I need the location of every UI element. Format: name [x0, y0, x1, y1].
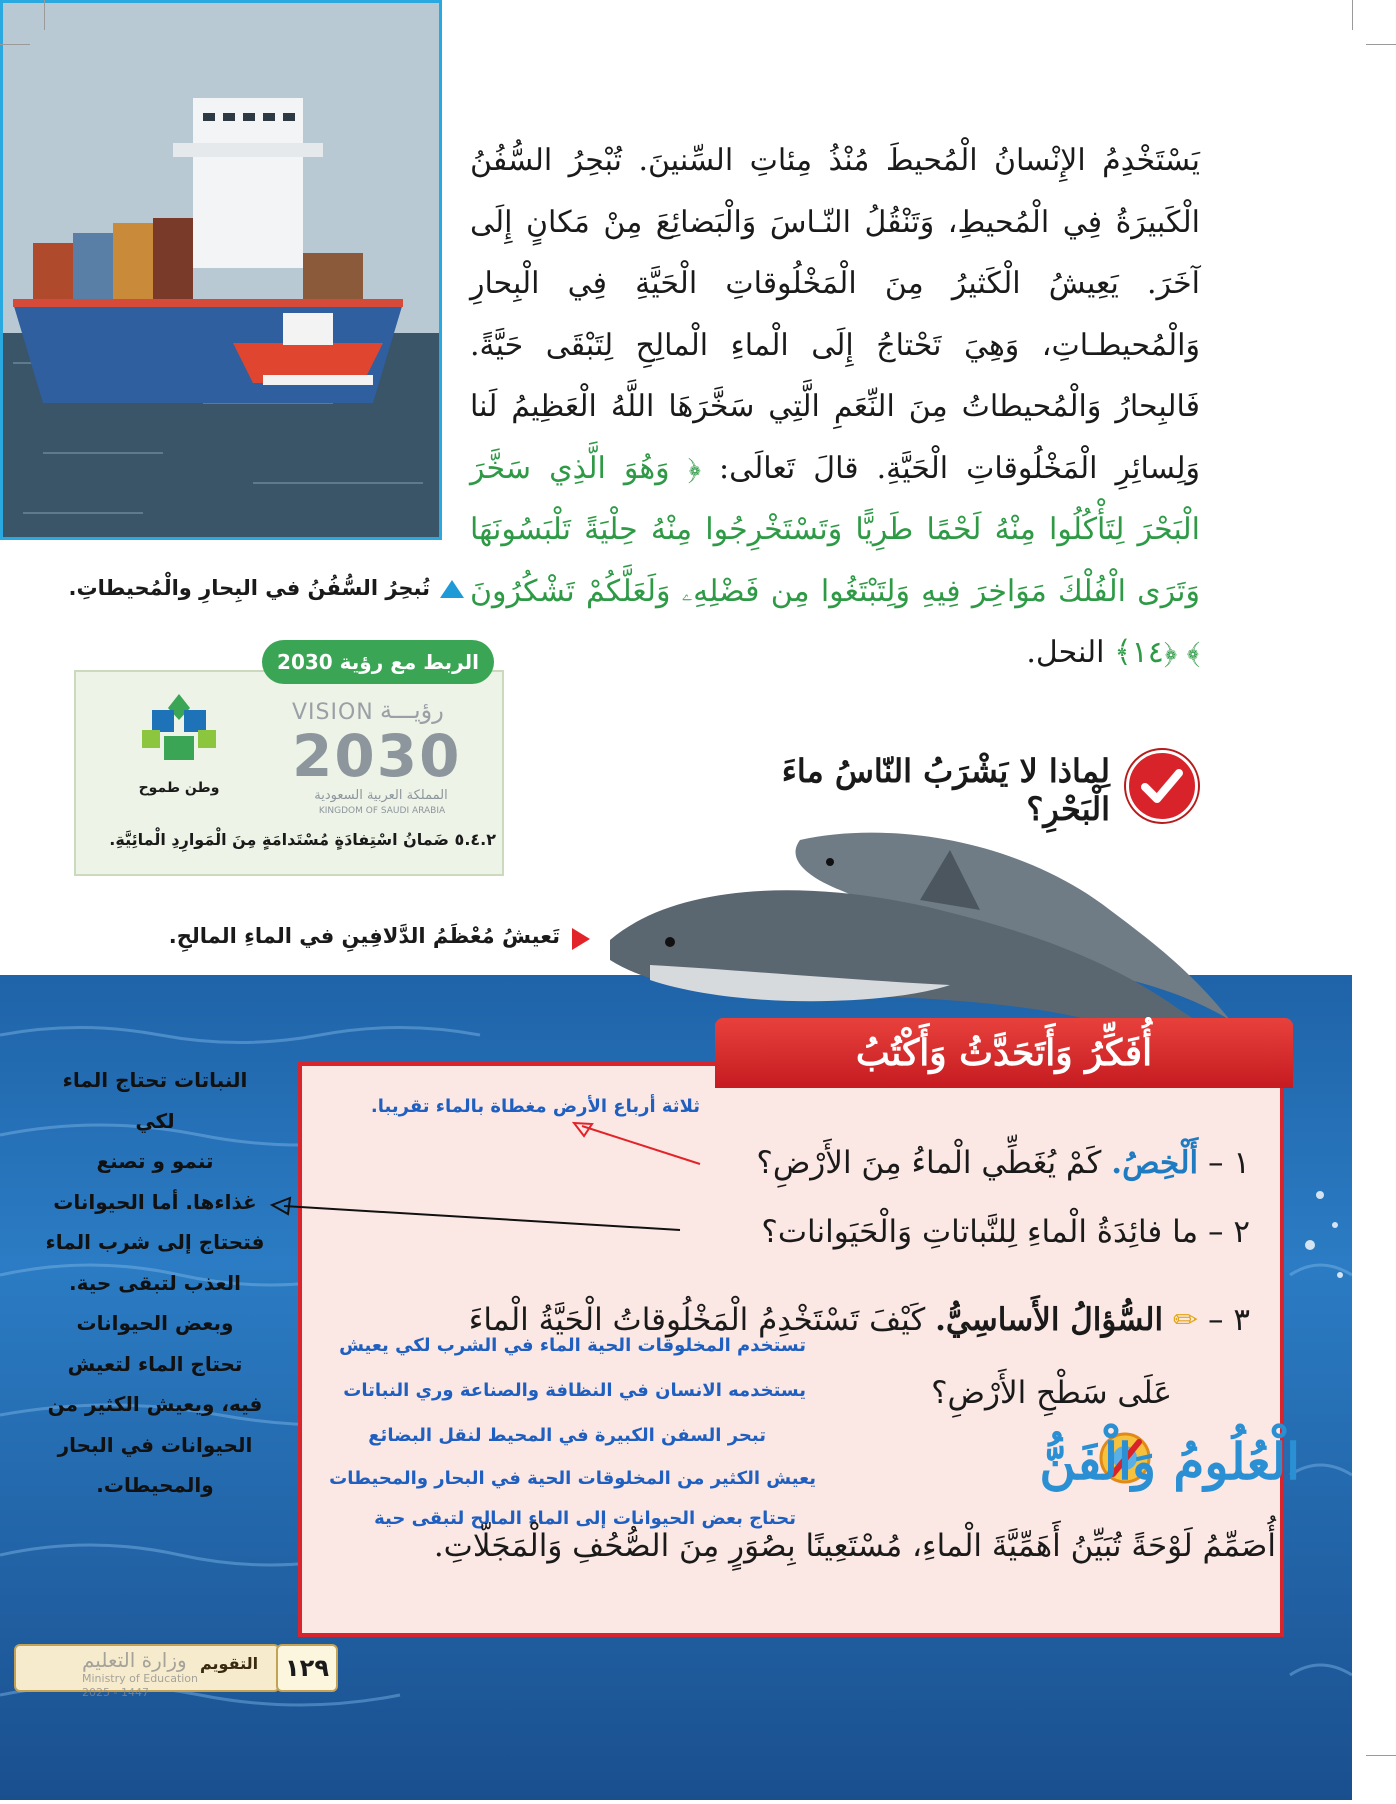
note-line: فيه، ويعيش الكثير من — [47, 1392, 263, 1416]
question-1-text: كَمْ يُغَطِّي الْماءُ مِنَ الأَرْضِ؟ — [756, 1145, 1102, 1181]
panel-title: أُفَكِّرُ وَأَتَحَدَّثُ وَأَكْتُبُ — [715, 1018, 1293, 1088]
verse-open-mark: ﴿ — [687, 450, 701, 486]
answer-q3-line: تستخدم المخلوقات الحية الماء في الشرب لكي يعيش — [339, 1335, 806, 1356]
vision-goal: ٥.٤.٢ ضَمانُ اسْتِفادَةٍ مُسْتَدامَةٍ مِنَ الْمَوارِدِ الْمائِيَّةِ. — [109, 830, 496, 849]
vision-slogan: وطن طموح — [138, 780, 220, 796]
note-line: غذاءها. أما الحيوانات — [53, 1189, 257, 1214]
note-line: العذب لتبقى حية. — [68, 1270, 241, 1295]
answer-q3-line: يستخدمه الانسان في النظافة والصناعة وري النباتات — [343, 1380, 806, 1401]
question-1-number: ١ – — [1207, 1145, 1250, 1181]
caption-marker-icon — [572, 928, 590, 950]
crop-mark — [1352, 0, 1353, 30]
note-line: الحيوانات في البحار — [57, 1432, 253, 1457]
check-question-icon — [1126, 750, 1198, 822]
vision-header: الربط مع رؤية 2030 — [262, 640, 494, 684]
quran-verse: وَهُوَ الَّذِي سَخَّرَ الْبَحْرَ لِتَأْكُلُوا مِنْهُ لَحْمًا طَرِيًّا وَتَسْتَخْرِجُوا مِنْهُ حِلْيَةً تَلْبَسُونَهَا وَتَرَى الْفُلْكَ مَوَاخِرَ فِيهِ وَلِتَبْتَغُوا مِن فَضْلِهِۦ وَلَعَلَّكُمْ تَشْكُرُونَ — [470, 450, 1200, 609]
caption-marker-icon — [440, 580, 464, 598]
question-3-number: ٣ – — [1207, 1302, 1250, 1338]
verse-close-mark: ﴾ ﴿١٤﴾ — [1114, 635, 1200, 670]
ministry-watermark-year: 2025 - 1447 — [82, 1686, 149, 1699]
question-3-keyword: السُّؤالُ الأَساسِيُّ. — [935, 1302, 1164, 1338]
answer-q3-line: تبحر السفن الكبيرة في المحيط لنقل البضائع — [368, 1425, 766, 1446]
question-1 — [460, 1145, 1250, 1181]
note-line: والمحيطات. — [96, 1473, 214, 1497]
note-line: وبعض الحيوانات — [76, 1311, 234, 1335]
left-answer-note — [40, 1060, 270, 1506]
vision-word-ar: رؤيـــة — [380, 696, 444, 724]
answer-arrow-q2 — [270, 1196, 690, 1236]
science-art-text: أُصَمِّمُ لَوْحَةً تُبَيِّنُ أَهَمِّيَّةَ الْماءِ، مُسْتَعِينًا بِصُوَرٍ مِنَ الصُّحُفِ وَالْمَجَلّاتِ. — [433, 1528, 1276, 1564]
question-3-line-2: عَلَى سَطْحِ الأَرْضِ؟ — [931, 1375, 1172, 1411]
crop-mark — [1366, 1755, 1396, 1756]
vision-year: 2030 — [292, 722, 462, 790]
answer-q1: ثلاثة أرباع الأرض مغطاة بالماء تقريبا. — [370, 1096, 700, 1117]
vision-kingdom-ar: المملكة العربية السعودية — [314, 788, 448, 803]
crop-mark — [1366, 44, 1396, 45]
question-3-text: كَيْفَ تَسْتَخْدِمُ الْمَخْلُوقاتُ الْحَيَّةُ الْماءَ — [468, 1302, 926, 1338]
review-question: لِماذا لا يَشْرَبُ النّاسُ ماءَ الْبَحْرِ؟ — [781, 752, 1110, 828]
ministry-watermark-en: Ministry of Education — [82, 1672, 199, 1685]
science-art-title: الْعُلُومُ وَالْفَنُّ — [1039, 1432, 1300, 1491]
body-paragraph — [470, 130, 1200, 684]
pencil-icon: ✏ — [1172, 1303, 1199, 1338]
crop-mark — [44, 0, 45, 30]
vision-kingdom-en: KINGDOM OF SAUDI ARABIA — [318, 806, 446, 816]
vision-word-en: VISION — [292, 700, 374, 725]
question-2-text: ما فائِدَةُ الْماءِ لِلنَّباتاتِ وَالْحَيَوانات؟ — [761, 1214, 1199, 1250]
question-3 — [300, 1302, 1250, 1338]
ship-caption: تُبحِرُ السُّفُنُ في البِحارِ والْمُحيطاتِ. — [68, 576, 430, 600]
question-2-number: ٢ – — [1207, 1214, 1250, 1250]
note-line: تحتاج الماء لتعيش — [67, 1351, 243, 1376]
ship-photo — [0, 0, 442, 540]
dolphin-caption: تَعيشُ مُعْظَمُ الدَّلافِينِ في الماءِ المالحِ. — [168, 924, 560, 948]
page-number: ١٢٩ — [276, 1644, 338, 1692]
question-1-keyword: أَلْخِصُ. — [1111, 1145, 1199, 1181]
footer-section-label: التقويم — [200, 1654, 259, 1673]
watan-tamooh-logo-icon — [124, 690, 234, 770]
note-line: النباتات تحتاج الماء لكي — [62, 1068, 248, 1133]
note-line: تنمو و تصنع — [96, 1149, 214, 1173]
crop-mark — [0, 44, 30, 45]
answer-q3-line: تحتاج بعض الحيوانات إلى الماء المالح لتبقى حية — [374, 1508, 796, 1529]
body-main-text: يَسْتَخْدِمُ الإِنْسانُ الْمُحيطَ مُنْذُ مِئاتِ السِّنينَ. تُبْحِرُ السُّفُنُ الْكَبيرَةُ فِي الْمُحيطِ، وَتَنْقُلُ النّـاسَ وَالْبَضائِعَ مِنْ مَكانٍ إِلَى آخَرَ. يَعِيشُ الْكَثيرُ مِنَ الْمَخْلُوقاتِ الْحَيَّةِ فِي الْبِحارِ وَالْمُحيطـاتِ، وَهِيَ تَحْتاجُ إِلَى الْماءِ الْمالِحِ لِتَبْقَى حَيَّةً. فَالبِحارُ وَالْمُحيطاتُ مِنَ النِّعَمِ الَّتِي سَخَّرَهَا اللَّهُ الْعَظِيمُ لَنا وَلِسائِرِ الْمَخْلُوقاتِ الْحَيَّةِ. قالَ تَعالَى: — [470, 143, 1200, 486]
note-line: فتحتاج إلى شرب الماء — [45, 1230, 265, 1254]
answer-q3-line: يعيش الكثير من المخلوقات الحية في البحار والمحيطات — [329, 1468, 816, 1489]
surah-name: النحل. — [1026, 635, 1105, 670]
ministry-watermark-ar: وزارة التعليم — [82, 1648, 187, 1672]
